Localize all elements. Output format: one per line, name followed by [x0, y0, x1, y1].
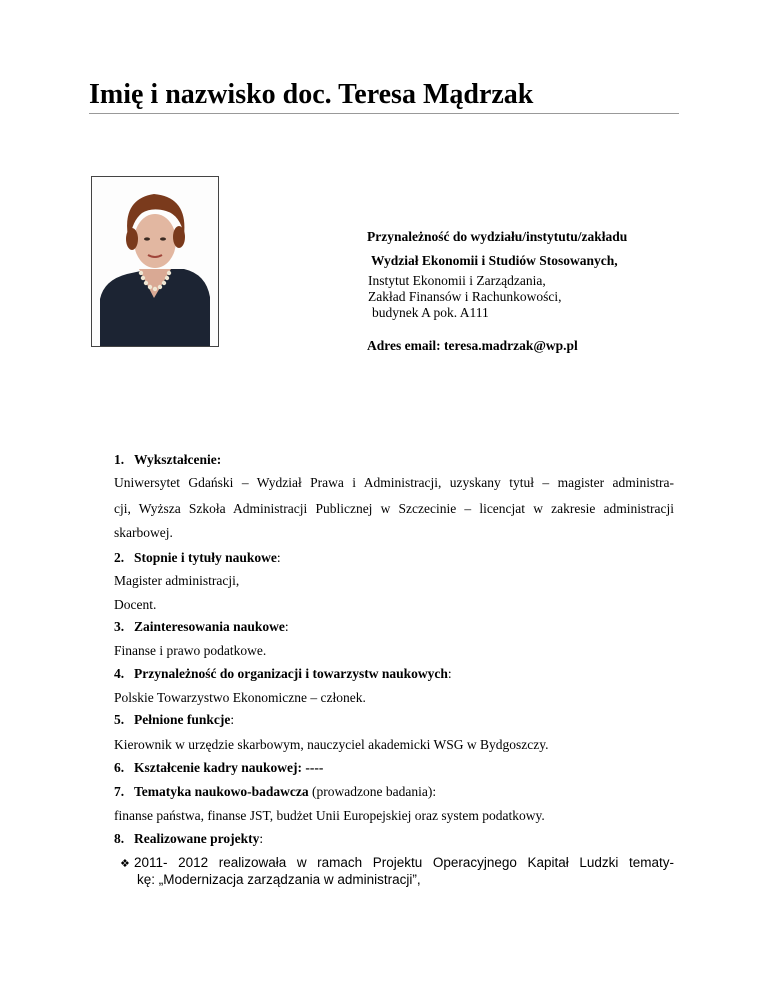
section-heading — [114, 760, 323, 776]
section-title: Tematyka naukowo-badawcza — [134, 784, 309, 799]
project-item — [120, 855, 674, 870]
faculty-name: Wydział Ekonomii i Studiów Stosowanych, — [371, 253, 618, 268]
portrait-photo — [91, 176, 219, 347]
section-text-line: Kierownik w urzędzie skarbowym, nauczyciel akademicki WSG w Bydgoszczy. — [114, 737, 549, 752]
section-suffix: : ---- — [297, 760, 324, 775]
section-text-line: Docent. — [114, 597, 157, 612]
section-heading — [114, 550, 281, 566]
section-number: 5. — [114, 712, 125, 727]
section-heading — [114, 712, 234, 728]
section-suffix: : — [276, 550, 281, 565]
section-suffix: : — [447, 666, 452, 681]
room-location: budynek A pok. A111 — [372, 305, 489, 320]
section-number: 3. — [114, 619, 125, 634]
section-text-line: Magister administracji, — [114, 573, 240, 588]
section-heading — [114, 831, 263, 847]
section-title: Pełnione funkcje — [134, 712, 231, 727]
section-title: Zainteresowania naukowe — [134, 619, 285, 634]
page-title: Imię i nazwisko doc. Teresa Mądrzak — [89, 78, 679, 114]
section-heading — [114, 784, 436, 800]
project-text-line: 2011- 2012 realizowała w ramach Projektu Operacyjnego Kapitał Ludzki tematy- — [134, 855, 674, 870]
section-number: 4. — [114, 666, 125, 681]
section-number: 2. — [114, 550, 125, 565]
section-heading — [114, 452, 221, 468]
section-number: 8. — [114, 831, 125, 846]
section-text-line: Finanse i prawo podatkowe. — [114, 643, 267, 658]
section-suffix: : — [284, 619, 289, 634]
section-title: Stopnie i tytuły naukowe — [134, 550, 277, 565]
section-text-line: Polskie Towarzystwo Ekonomiczne – członek. — [114, 690, 366, 705]
section-text-line: Uniwersytet Gdański – Wydział Prawa i Administracji, uzyskany tytuł – magister administra- — [114, 475, 674, 490]
project-text-line: kę: „Modernizacja zarządzania w administracji”, — [137, 872, 421, 887]
section-suffix: : — [259, 831, 264, 846]
diamond-bullet-icon: ❖ — [120, 858, 130, 870]
section-suffix: (prowadzone badania): — [308, 784, 437, 799]
section-number: 6. — [114, 760, 125, 775]
affiliation-heading: Przynależność do wydziału/instytutu/zakładu — [367, 229, 628, 244]
institute-name: Instytut Ekonomii i Zarządzania, — [368, 273, 546, 288]
portrait-image — [92, 177, 218, 346]
section-title: Przynależność do organizacji i towarzystw naukowych — [134, 666, 448, 681]
department-name: Zakład Finansów i Rachunkowości, — [368, 289, 562, 304]
section-number: 1. — [114, 452, 125, 467]
email-line: Adres email: teresa.madrzak@wp.pl — [367, 338, 578, 353]
affiliation-details — [368, 273, 561, 321]
section-heading — [114, 619, 289, 635]
section-heading — [114, 666, 452, 682]
section-suffix: : — [230, 712, 235, 727]
section-title: Wykształcenie: — [134, 452, 222, 467]
section-text-line: finanse państwa, finanse JST, budżet Unii Europejskiej oraz system podatkowy. — [114, 808, 545, 823]
section-text-line: cji, Wyższa Szkoła Administracji Publicznej w Szczecinie – licencjat w zakresie administracji — [114, 501, 674, 516]
section-number: 7. — [114, 784, 125, 799]
section-title: Kształcenie kadry naukowej — [134, 760, 298, 775]
section-text-line: skarbowej. — [114, 525, 173, 540]
section-title: Realizowane projekty — [134, 831, 260, 846]
